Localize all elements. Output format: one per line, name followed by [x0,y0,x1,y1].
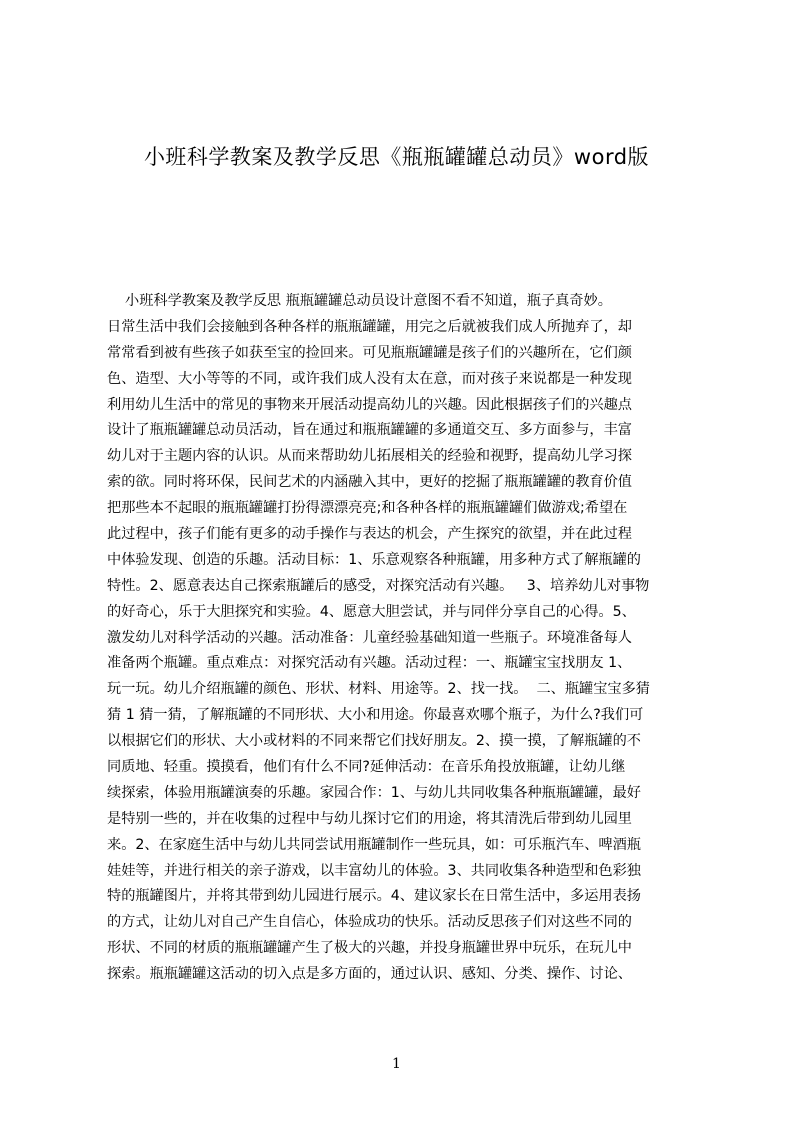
body-line: 娃娃等，并进行相关的亲子游戏，以丰富幼儿的体验。3、共同收集各种造型和色彩独 [107,862,641,879]
body-line: 玩一玩。幼儿介绍瓶罐的颜色、形状、材料、用途等。2、找一找。 二、瓶罐宝宝多猜 [107,681,650,698]
body-line: 的方式，让幼儿对自己产生自信心，体验成功的快乐。活动反思孩子们对这些不同的 [107,914,632,931]
document-title: 小班科学教案及教学反思《瓶瓶罐罐总动员》word版 [143,145,650,169]
body-line: 续探索，体验用瓶罐演奏的乐趣。家园合作：1、与幼儿共同收集各种瓶瓶罐罐，最好 [107,784,641,801]
body-line: 幼儿对于主题内容的认识。从而来帮助幼儿拓展相关的经验和视野，提高幼儿学习探 [107,448,632,465]
body-line: 以根据它们的形状、大小或材料的不同来帮它们找好朋友。2、摸一摸，了解瓶罐的不 [107,733,641,750]
body-text [107,289,697,988]
body-line: 来。2、在家庭生活中与幼儿共同尝试用瓶罐制作一些玩具，如：可乐瓶汽车、啤酒瓶 [107,836,641,853]
body-line: 日常生活中我们会接触到各种各样的瓶瓶罐罐，用完之后就被我们成人所抛弃了，却 [107,318,632,335]
body-line: 形状、不同的材质的瓶瓶罐罐产生了极大的兴趣，并投身瓶罐世界中玩乐，在玩儿中 [107,940,632,957]
body-line: 特性。2、愿意表达自己探索瓶罐后的感受，对探究活动有兴趣。 3、培养幼儿对事物 [107,577,650,594]
body-line: 特的瓶罐图片，并将其带到幼儿园进行展示。4、建议家长在日常生活中，多运用表扬 [107,888,641,905]
body-line: 准备两个瓶罐。重点难点：对探究活动有兴趣。活动过程：一、瓶罐宝宝找朋友 1、 [107,655,632,672]
body-line: 设计了瓶瓶罐罐总动员活动，旨在通过和瓶瓶罐罐的多通道交互、多方面参与，丰富 [107,422,632,439]
body-line: 常常看到被有些孩子如获至宝的捡回来。可见瓶瓶罐罐是孩子们的兴趣所在，它们颜 [107,344,632,361]
body-line: 利用幼儿生活中的常见的事物来开展活动提高幼儿的兴趣。因此根据孩子们的兴趣点 [107,396,632,413]
body-line: 色、造型、大小等等的不同，或许我们成人没有太在意，而对孩子来说都是一种发现 [107,370,632,387]
body-line: 激发幼儿对科学活动的兴趣。活动准备：儿童经验基础知道一些瓶子。环境准备每人 [107,629,632,646]
body-line: 把那些本不起眼的瓶瓶罐罐打扮得漂漂亮亮;和各种各样的瓶瓶罐罐们做游戏;希望在 [107,500,628,517]
page-number: 1 [392,1056,401,1072]
body-line: 中体验发现、创造的乐趣。活动目标：1、乐意观察各种瓶罐，用多种方式了解瓶罐的 [107,551,641,568]
body-line: 探索。瓶瓶罐罐这活动的切入点是多方面的，通过认识、感知、分类、操作、讨论、 [107,966,632,983]
body-line: 同质地、轻重。摸摸看，他们有什么不同?延伸活动：在音乐角投放瓶罐，让幼儿继 [107,759,626,776]
body-line: 索的欲。同时将环保，民间艺术的内涵融入其中，更好的挖掘了瓶瓶罐罐的教育价值 [107,474,632,491]
body-line: 是特别一些的，并在收集的过程中与幼儿探讨它们的用途，将其清洗后带到幼儿园里 [107,810,632,827]
body-line: 的好奇心，乐于大胆探究和实验。4、愿意大胆尝试，并与同伴分享自己的心得。5、 [107,603,636,620]
body-line: 此过程中，孩子们能有更多的动手操作与表达的机会，产生探究的欲望，并在此过程 [107,526,632,543]
body-line: 小班科学教案及教学反思 瓶瓶罐罐总动员设计意图不看不知道，瓶子真奇妙。 [107,293,612,309]
body-line: 猜 1 猜一猜，了解瓶罐的不同形状、大小和用途。你最喜欢哪个瓶子，为什么?我们可 [107,707,644,724]
